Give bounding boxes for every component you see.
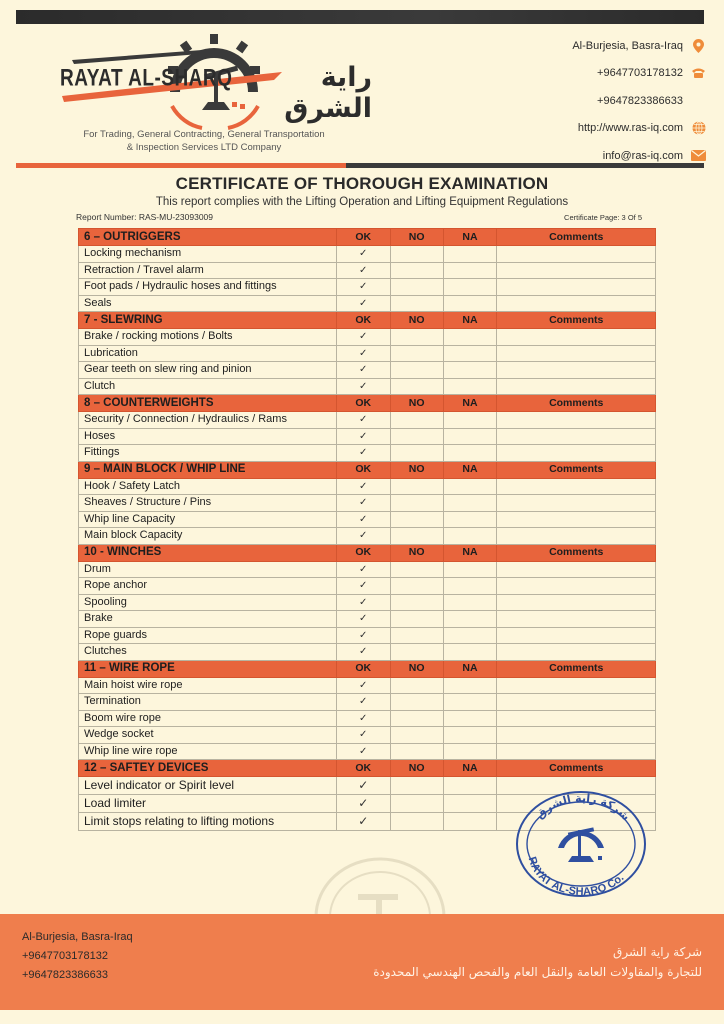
table-row <box>79 428 656 445</box>
ok-check-icon: ✓ <box>336 594 390 611</box>
na-cell <box>443 694 497 711</box>
comments-cell <box>497 295 656 312</box>
na-cell <box>443 329 497 346</box>
column-ok-header: OK <box>336 660 390 677</box>
company-stamp-icon <box>514 790 648 898</box>
inspection-item: Hoses <box>79 428 337 445</box>
header-divider <box>16 163 704 168</box>
na-cell <box>443 428 497 445</box>
comments-cell <box>497 428 656 445</box>
comments-cell <box>497 528 656 545</box>
comments-cell <box>497 378 656 395</box>
no-cell <box>390 528 443 545</box>
ok-check-icon: ✓ <box>336 412 390 429</box>
ok-check-icon: ✓ <box>336 813 390 831</box>
no-cell <box>390 511 443 528</box>
no-cell <box>390 644 443 661</box>
comments-cell <box>497 727 656 744</box>
table-row <box>79 644 656 661</box>
inspection-item: Whip line Capacity <box>79 511 337 528</box>
column-no-header: NO <box>390 461 443 478</box>
column-comments-header: Comments <box>497 395 656 412</box>
inspection-item: Lubrication <box>79 345 337 362</box>
no-cell <box>390 246 443 263</box>
ok-check-icon: ✓ <box>336 511 390 528</box>
no-cell <box>390 279 443 296</box>
inspection-item: Rope anchor <box>79 578 337 595</box>
na-cell <box>443 246 497 263</box>
column-no-header: NO <box>390 760 443 777</box>
no-cell <box>390 727 443 744</box>
footer-phone-1: +9647703178132 <box>22 950 108 962</box>
ok-check-icon: ✓ <box>336 777 390 795</box>
no-cell <box>390 478 443 495</box>
inspection-item: Boom wire rope <box>79 710 337 727</box>
no-cell <box>390 694 443 711</box>
tagline-line-1: For Trading, General Contracting, General Transportation <box>83 129 325 140</box>
ok-check-icon: ✓ <box>336 611 390 628</box>
no-cell <box>390 777 443 795</box>
footer-arabic-line-2: للتجارة والمقاولات العامة والنقل العام والفحص الهندسي المحدودة <box>373 965 702 979</box>
contact-address: Al-Burjesia, Basra-Iraq <box>476 32 706 60</box>
contact-block <box>476 32 706 170</box>
comments-cell <box>497 594 656 611</box>
no-cell <box>390 627 443 644</box>
stamp-english-text: RAYAT AL-SHARQ Co. <box>525 855 627 898</box>
contact-phone-2: +9647823386633 <box>597 94 683 107</box>
column-ok-header: OK <box>336 544 390 561</box>
na-cell <box>443 511 497 528</box>
inspection-item: Clutch <box>79 378 337 395</box>
inspection-item: Rope guards <box>79 627 337 644</box>
comments-cell <box>497 262 656 279</box>
inspection-item: Load limiter <box>79 795 337 813</box>
na-cell <box>443 727 497 744</box>
inspection-item: Sheaves / Structure / Pins <box>79 495 337 512</box>
table-row <box>79 627 656 644</box>
comments-cell <box>497 495 656 512</box>
ok-check-icon: ✓ <box>336 495 390 512</box>
ok-check-icon: ✓ <box>336 795 390 813</box>
ok-check-icon: ✓ <box>336 677 390 694</box>
na-cell <box>443 262 497 279</box>
table-row <box>79 262 656 279</box>
table-row <box>79 495 656 512</box>
ok-check-icon: ✓ <box>336 329 390 346</box>
ok-check-icon: ✓ <box>336 743 390 760</box>
ok-check-icon: ✓ <box>336 345 390 362</box>
column-comments-header: Comments <box>497 544 656 561</box>
table-row <box>79 478 656 495</box>
comments-cell <box>497 362 656 379</box>
inspection-item: Wedge socket <box>79 727 337 744</box>
no-cell <box>390 710 443 727</box>
comments-cell <box>497 644 656 661</box>
na-cell <box>443 677 497 694</box>
na-cell <box>443 495 497 512</box>
no-cell <box>390 561 443 578</box>
inspection-table <box>78 228 656 831</box>
table-row <box>79 727 656 744</box>
comments-cell <box>497 412 656 429</box>
no-cell <box>390 412 443 429</box>
column-no-header: NO <box>390 229 443 246</box>
ok-check-icon: ✓ <box>336 694 390 711</box>
na-cell <box>443 295 497 312</box>
phone-icon <box>691 66 706 81</box>
logo-english-text: RAYAT AL-SHARQ <box>60 65 233 92</box>
table-row <box>79 345 656 362</box>
na-cell <box>443 795 497 813</box>
comments-cell <box>497 677 656 694</box>
na-cell <box>443 378 497 395</box>
comments-cell <box>497 694 656 711</box>
certificate-page: Certificate Page: 3 Of 5 <box>564 213 642 222</box>
mail-icon <box>691 148 706 163</box>
contact-phone-1: +9647703178132 <box>476 60 706 88</box>
na-cell <box>443 611 497 628</box>
column-ok-header: OK <box>336 312 390 329</box>
inspection-item: Fittings <box>79 445 337 462</box>
ok-check-icon: ✓ <box>336 262 390 279</box>
section-title: 10 - WINCHES <box>79 544 337 561</box>
comments-cell <box>497 445 656 462</box>
footer-arabic <box>373 942 702 982</box>
tagline-line-2: & Inspection Services LTD Company <box>126 142 282 153</box>
table-row <box>79 611 656 628</box>
column-comments-header: Comments <box>497 760 656 777</box>
column-na-header: NA <box>443 544 497 561</box>
section-header-row <box>79 760 656 777</box>
section-title: 12 – SAFTEY DEVICES <box>79 760 337 777</box>
table-row <box>79 578 656 595</box>
section-header-row <box>79 461 656 478</box>
contact-website[interactable]: http://www.ras-iq.com <box>476 115 706 143</box>
globe-icon <box>691 121 706 136</box>
inspection-item: Hook / Safety Latch <box>79 478 337 495</box>
section-header-row <box>79 229 656 246</box>
ok-check-icon: ✓ <box>336 428 390 445</box>
table-row <box>79 246 656 263</box>
inspection-item: Spooling <box>79 594 337 611</box>
column-ok-header: OK <box>336 395 390 412</box>
table-row <box>79 295 656 312</box>
table-row <box>79 329 656 346</box>
table-row <box>79 445 656 462</box>
ok-check-icon: ✓ <box>336 295 390 312</box>
inspection-item: Security / Connection / Hydraulics / Rams <box>79 412 337 429</box>
column-comments-header: Comments <box>497 660 656 677</box>
table-row <box>79 511 656 528</box>
footer-contact <box>22 928 133 985</box>
section-title: 9 – MAIN BLOCK / WHIP LINE <box>79 461 337 478</box>
comments-cell <box>497 578 656 595</box>
column-ok-header: OK <box>336 229 390 246</box>
inspection-item: Drum <box>79 561 337 578</box>
column-ok-header: OK <box>336 760 390 777</box>
na-cell <box>443 528 497 545</box>
inspection-item: Limit stops relating to lifting motions <box>79 813 337 831</box>
column-no-header: NO <box>390 312 443 329</box>
column-no-header: NO <box>390 660 443 677</box>
table-row <box>79 561 656 578</box>
table-row <box>79 743 656 760</box>
comments-cell <box>497 743 656 760</box>
table-row <box>79 694 656 711</box>
footer-address: Al-Burjesia, Basra-Iraq <box>22 931 133 943</box>
section-title: 7 - SLEWRING <box>79 312 337 329</box>
no-cell <box>390 445 443 462</box>
no-cell <box>390 743 443 760</box>
no-cell <box>390 495 443 512</box>
ok-check-icon: ✓ <box>336 644 390 661</box>
na-cell <box>443 594 497 611</box>
column-na-header: NA <box>443 660 497 677</box>
no-cell <box>390 677 443 694</box>
section-header-row <box>79 312 656 329</box>
footer-arabic-line-1: شركة راية الشرق <box>613 945 702 959</box>
ok-check-icon: ✓ <box>336 627 390 644</box>
table-row <box>79 362 656 379</box>
inspection-item: Termination <box>79 694 337 711</box>
inspection-item: Gear teeth on slew ring and pinion <box>79 362 337 379</box>
table-row <box>79 279 656 296</box>
na-cell <box>443 578 497 595</box>
section-title: 8 – COUNTERWEIGHTS <box>79 395 337 412</box>
page-footer <box>0 914 724 1010</box>
na-cell <box>443 710 497 727</box>
na-cell <box>443 627 497 644</box>
na-cell <box>443 412 497 429</box>
na-cell <box>443 777 497 795</box>
top-dark-bar <box>16 10 704 24</box>
ok-check-icon: ✓ <box>336 561 390 578</box>
ok-check-icon: ✓ <box>336 528 390 545</box>
ok-check-icon: ✓ <box>336 478 390 495</box>
comments-cell <box>497 345 656 362</box>
column-na-header: NA <box>443 760 497 777</box>
inspection-item: Brake <box>79 611 337 628</box>
stamp-arabic-text: شركة راية الشرق <box>533 791 633 824</box>
comments-cell <box>497 561 656 578</box>
inspection-item: Main block Capacity <box>79 528 337 545</box>
na-cell <box>443 362 497 379</box>
page-subtitle: This report complies with the Lifting Operation and Lifting Equipment Regulations <box>155 196 569 208</box>
inspection-item: Locking mechanism <box>79 246 337 263</box>
na-cell <box>443 279 497 296</box>
footer-phone-2: +9647823386633 <box>22 969 108 981</box>
na-cell <box>443 813 497 831</box>
table-row <box>79 710 656 727</box>
section-header-row <box>79 660 656 677</box>
column-comments-header: Comments <box>497 312 656 329</box>
table-row <box>79 594 656 611</box>
table-row <box>79 378 656 395</box>
ok-check-icon: ✓ <box>336 727 390 744</box>
na-cell <box>443 345 497 362</box>
no-cell <box>390 362 443 379</box>
comments-cell <box>497 511 656 528</box>
inspection-item: Seals <box>79 295 337 312</box>
comments-cell <box>497 478 656 495</box>
column-no-header: NO <box>390 395 443 412</box>
no-cell <box>390 594 443 611</box>
inspection-item: Brake / rocking motions / Bolts <box>79 329 337 346</box>
na-cell <box>443 743 497 760</box>
contact-email[interactable]: info@ras-iq.com <box>476 142 706 170</box>
ok-check-icon: ✓ <box>336 445 390 462</box>
inspection-item: Retraction / Travel alarm <box>79 262 337 279</box>
inspection-item: Whip line wire rope <box>79 743 337 760</box>
page-title: CERTIFICATE OF THOROUGH EXAMINATION <box>175 174 549 193</box>
column-comments-header: Comments <box>497 229 656 246</box>
inspection-item: Clutches <box>79 644 337 661</box>
column-na-header: NA <box>443 229 497 246</box>
no-cell <box>390 611 443 628</box>
comments-cell <box>497 611 656 628</box>
logo-arabic-text: راية الشرق <box>284 62 372 124</box>
no-cell <box>390 813 443 831</box>
section-title: 6 – OUTRIGGERS <box>79 229 337 246</box>
ok-check-icon: ✓ <box>336 378 390 395</box>
comments-cell <box>497 279 656 296</box>
no-cell <box>390 329 443 346</box>
column-comments-header: Comments <box>497 461 656 478</box>
table-row <box>79 412 656 429</box>
section-header-row <box>79 544 656 561</box>
company-tagline <box>54 128 354 154</box>
na-cell <box>443 478 497 495</box>
no-cell <box>390 295 443 312</box>
inspection-item: Level indicator or Spirit level <box>79 777 337 795</box>
ok-check-icon: ✓ <box>336 578 390 595</box>
ok-check-icon: ✓ <box>336 279 390 296</box>
comments-cell <box>497 246 656 263</box>
location-pin-icon <box>691 38 706 53</box>
column-na-header: NA <box>443 461 497 478</box>
comments-cell <box>497 710 656 727</box>
column-na-header: NA <box>443 312 497 329</box>
ok-check-icon: ✓ <box>336 362 390 379</box>
report-number: Report Number: RAS-MU-23093009 <box>76 212 214 222</box>
section-title: 11 – WIRE ROPE <box>79 660 337 677</box>
column-no-header: NO <box>390 544 443 561</box>
inspection-item: Main hoist wire rope <box>79 677 337 694</box>
table-row <box>79 528 656 545</box>
na-cell <box>443 561 497 578</box>
ok-check-icon: ✓ <box>336 246 390 263</box>
no-cell <box>390 262 443 279</box>
no-cell <box>390 428 443 445</box>
column-ok-header: OK <box>336 461 390 478</box>
column-na-header: NA <box>443 395 497 412</box>
comments-cell <box>497 329 656 346</box>
na-cell <box>443 445 497 462</box>
no-cell <box>390 578 443 595</box>
inspection-item: Foot pads / Hydraulic hoses and fittings <box>79 279 337 296</box>
no-cell <box>390 795 443 813</box>
ok-check-icon: ✓ <box>336 710 390 727</box>
table-row <box>79 677 656 694</box>
no-cell <box>390 378 443 395</box>
section-header-row <box>79 395 656 412</box>
no-cell <box>390 345 443 362</box>
na-cell <box>443 644 497 661</box>
comments-cell <box>497 627 656 644</box>
